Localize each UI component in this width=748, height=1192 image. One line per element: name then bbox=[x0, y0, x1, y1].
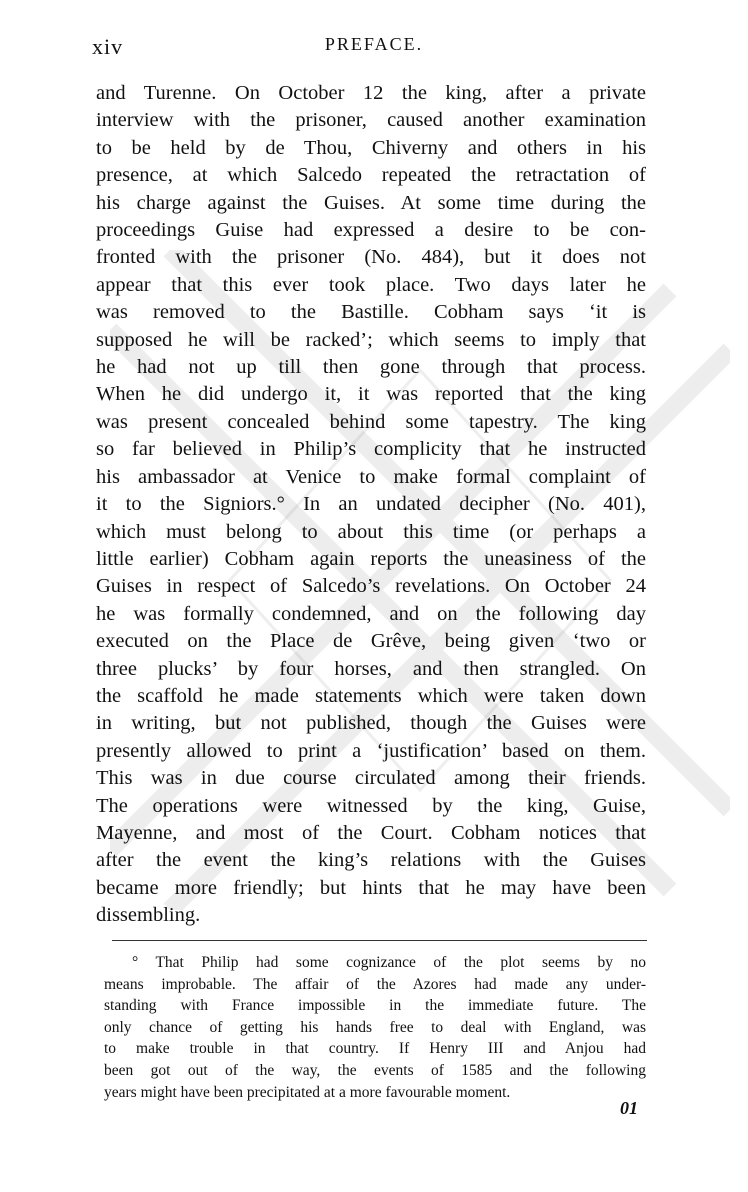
footnote-line: years might have been precipitated at a more favourable moment. bbox=[104, 1083, 511, 1101]
footnote-line: only chance of getting his hands free to deal with England, was bbox=[104, 1018, 646, 1036]
page-number: xiv bbox=[92, 34, 124, 59]
text-line: The operations were witnessed by the king, Guise, bbox=[96, 794, 646, 817]
text-line: interview with the prisoner, caused another examination bbox=[96, 109, 646, 132]
text-line: was present concealed behind some tapestry. The king bbox=[96, 410, 646, 433]
footnote-line: ° That Philip had some cognizance of the plot seems by no bbox=[132, 954, 646, 971]
text-line: Mayenne, and most of the Court. Cobham notices that bbox=[96, 821, 646, 844]
text-line: three plucks’ by four horses, and then strangled. On bbox=[96, 657, 646, 680]
footnote-divider bbox=[112, 940, 647, 941]
text-line: This was in due course circulated among their friends. bbox=[96, 767, 646, 790]
footnote bbox=[104, 952, 646, 1103]
text-line: he was formally condemned, and on the following day bbox=[96, 602, 646, 625]
text-line: proceedings Guise had expressed a desire to be con- bbox=[96, 219, 646, 242]
text-line: it to the Signiors.° In an undated decipher (No. 401), bbox=[96, 493, 646, 516]
text-line: after the event the king’s relations with the Guises bbox=[96, 849, 646, 872]
footnote-line: means improbable. The affair of the Azores had made any under- bbox=[104, 975, 646, 993]
text-line: Guises in respect of Salcedo’s revelations. On October 24 bbox=[96, 575, 646, 598]
text-line: appear that this ever took place. Two days later he bbox=[96, 273, 646, 296]
text-line: executed on the Place de Grêve, being given ‘two or bbox=[96, 630, 646, 653]
signature-mark: 01 bbox=[620, 1098, 638, 1118]
text-line: When he did undergo it, it was reported that the king bbox=[96, 383, 646, 406]
text-line: he had not up till then gone through that process. bbox=[96, 356, 646, 379]
footnote-line: standing with France impossible in the immediate future. The bbox=[104, 997, 646, 1015]
text-line: to be held by de Thou, Chiverny and others in his bbox=[96, 136, 646, 159]
footnote-line: been got out of the way, the events of 1585 and the following bbox=[104, 1061, 646, 1079]
text-line: the scaffold he made statements which were taken down bbox=[96, 684, 646, 707]
text-line: in writing, but not published, though the Guises were bbox=[96, 712, 646, 735]
text-line: became more friendly; but hints that he may have been bbox=[96, 876, 646, 899]
text-line: presently allowed to print a ‘justification’ based on them. bbox=[96, 739, 646, 762]
text-line: which must belong to about this time (or perhaps a bbox=[96, 520, 646, 543]
text-line: dissembling. bbox=[96, 904, 201, 927]
text-line: his ambassador at Venice to make formal complaint of bbox=[96, 465, 646, 488]
text-line: supposed he will be racked’; which seems to imply that bbox=[96, 328, 646, 351]
text-line: his charge against the Guises. At some time during the bbox=[96, 191, 646, 214]
text-line: so far believed in Philip’s complicity that he instructed bbox=[96, 438, 646, 461]
text-line: presence, at which Salcedo repeated the retractation of bbox=[96, 164, 646, 187]
body-text bbox=[96, 80, 646, 930]
text-line: was removed to the Bastille. Cobham says ‘it is bbox=[96, 301, 646, 324]
running-head: PREFACE. bbox=[324, 34, 424, 54]
text-line: and Turenne. On October 12 the king, after a private bbox=[96, 82, 646, 104]
footnote-line: to make trouble in that country. If Henry III and Anjou had bbox=[104, 1040, 646, 1058]
text-line: fronted with the prisoner (No. 484), but it does not bbox=[96, 246, 646, 269]
text-line: little earlier) Cobham again reports the uneasiness of the bbox=[96, 547, 646, 570]
